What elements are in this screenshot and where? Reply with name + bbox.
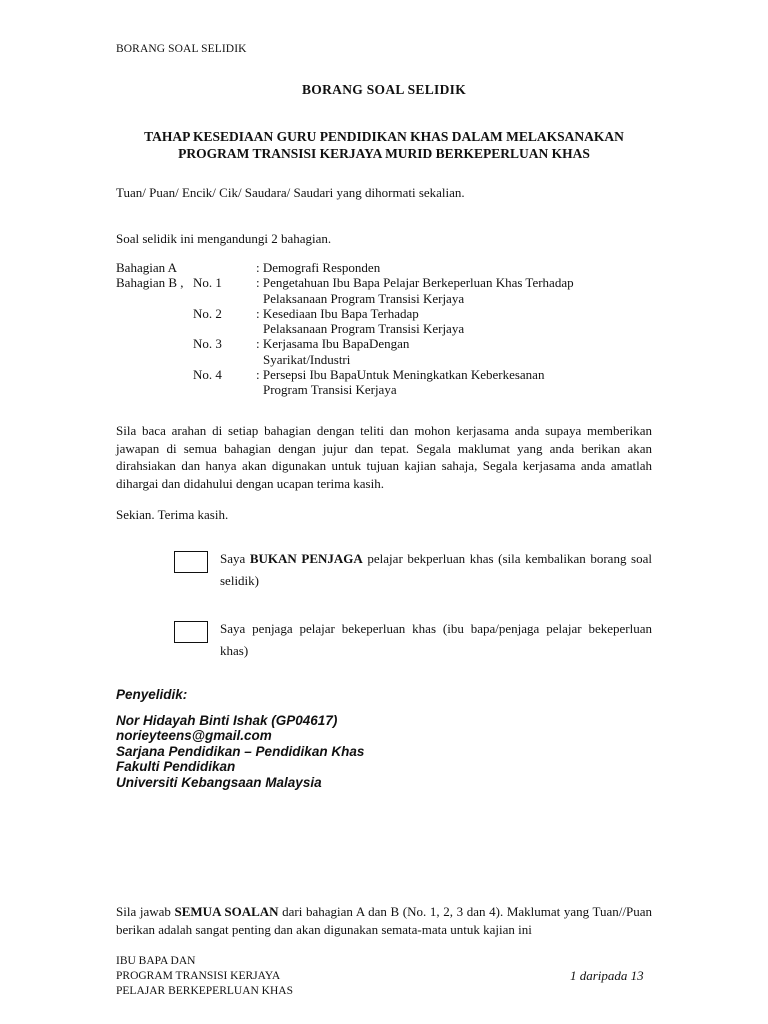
running-header: BORANG SOAL SELIDIK: [116, 43, 247, 55]
subtitle-line-2: PROGRAM TRANSISI KERJAYA MURID BERKEPERLUAN KHAS: [178, 146, 590, 161]
option-rest: pelajar bekperluan khas (sila kembalikan borang soal selidik): [220, 551, 652, 588]
answer-instruction: [116, 903, 652, 938]
section-row: [116, 275, 676, 290]
section-description-cont: Syarikat/Industri: [263, 351, 351, 367]
not-guardian-option-label: [220, 548, 652, 592]
document-subtitle: [0, 128, 768, 162]
footer-line-2: PROGRAM TRANSISI KERJAYA: [116, 970, 281, 982]
intro-text: Soal selidik ini mengandungi 2 bahagian.: [116, 231, 332, 246]
section-description: : Pengetahuan Ibu Bapa Pelajar Berkeperluan Khas Terhadap: [256, 275, 574, 291]
section-description: : Persepsi Ibu BapaUntuk Meningkatkan Keberkesanan: [256, 367, 545, 383]
instruction-emphasis: SEMUA SOALAN: [174, 904, 279, 919]
subtitle-line-1: TAHAP KESEDIAAN GURU PENDIDIKAN KHAS DALAM MELAKSANAKAN: [144, 129, 624, 144]
closing-text: Sekian. Terima kasih.: [116, 507, 229, 522]
guardian-checkbox[interactable]: [174, 621, 208, 643]
instructions-paragraph: Sila baca arahan di setiap bahagian dengan teliti dan mohon kerjasama anda supaya memberikan jawapan di semua bahagian dengan jujur dan tepat. Segala maklumat yang anda berikan akan dirahsiakan dan hanya akan digunakan untuk tujuan kajian sahaja, Segala kerjasama anda amatlah dihargai dan didahului dengan ucapan terima kasih.: [116, 423, 652, 491]
guardian-option-label: Saya penjaga pelajar bekeperluan khas (ibu bapa/penjaga pelajar bekeperluan khas): [220, 621, 652, 658]
section-description-cont: Pelaksanaan Program Transisi Kerjaya: [263, 321, 465, 337]
section-row: [116, 352, 676, 367]
section-description-cont: Pelaksanaan Program Transisi Kerjaya: [263, 290, 465, 306]
sections-list: [116, 260, 676, 398]
section-number: No. 1: [193, 275, 222, 291]
section-description: : Kesediaan Ibu Bapa Terhadap: [256, 305, 419, 321]
section-row: [116, 336, 676, 351]
section-part: Bahagian B ,: [116, 275, 184, 291]
section-part: Bahagian A: [116, 260, 178, 275]
page-number: 1 daripada 13: [570, 968, 644, 983]
section-number: No. 4: [193, 367, 222, 383]
option-emphasis: BUKAN PENJAGA: [249, 551, 363, 566]
researcher-label: Penyelidik:: [116, 687, 188, 702]
researcher-name: Nor Hidayah Binti Ishak (GP04617): [116, 713, 338, 728]
section-row: [116, 367, 676, 382]
section-row: [116, 306, 676, 321]
footer-line-3: PELAJAR BERKEPERLUAN KHAS: [116, 985, 293, 997]
researcher-university: Universiti Kebangsaan Malaysia: [116, 775, 322, 790]
section-row: [116, 260, 676, 275]
researcher-email: norieyteens@gmail.com: [116, 728, 272, 743]
not-guardian-checkbox[interactable]: [174, 551, 208, 573]
section-row: [116, 382, 676, 397]
footer: [116, 954, 293, 999]
salutation: Tuan/ Puan/ Encik/ Cik/ Saudara/ Saudari yang dihormati sekalian.: [116, 185, 465, 200]
researcher-program: Sarjana Pendidikan – Pendidikan Khas: [116, 744, 365, 759]
option-prefix: Saya: [220, 551, 250, 566]
researcher-faculty: Fakulti Pendidikan: [116, 759, 236, 774]
section-row: [116, 291, 676, 306]
section-row: [116, 321, 676, 336]
section-description-cont: Program Transisi Kerjaya: [263, 382, 397, 398]
section-number: No. 3: [193, 336, 222, 352]
instruction-prefix: Sila jawab: [116, 904, 175, 919]
section-description: : Kerjasama Ibu BapaDengan: [256, 336, 410, 352]
instruction-rest: dari bahagian A dan B (No. 1, 2, 3 dan 4). Maklumat yang Tuan//Puan berikan adalah sangat penting dan akan digunakan semata-mata untuk kajian ini: [116, 904, 652, 937]
section-description: : Demografi Responden: [256, 260, 381, 275]
footer-line-1: IBU BAPA DAN: [116, 955, 196, 967]
section-number: No. 2: [193, 305, 222, 321]
document-title: BORANG SOAL SELIDIK: [302, 82, 466, 97]
